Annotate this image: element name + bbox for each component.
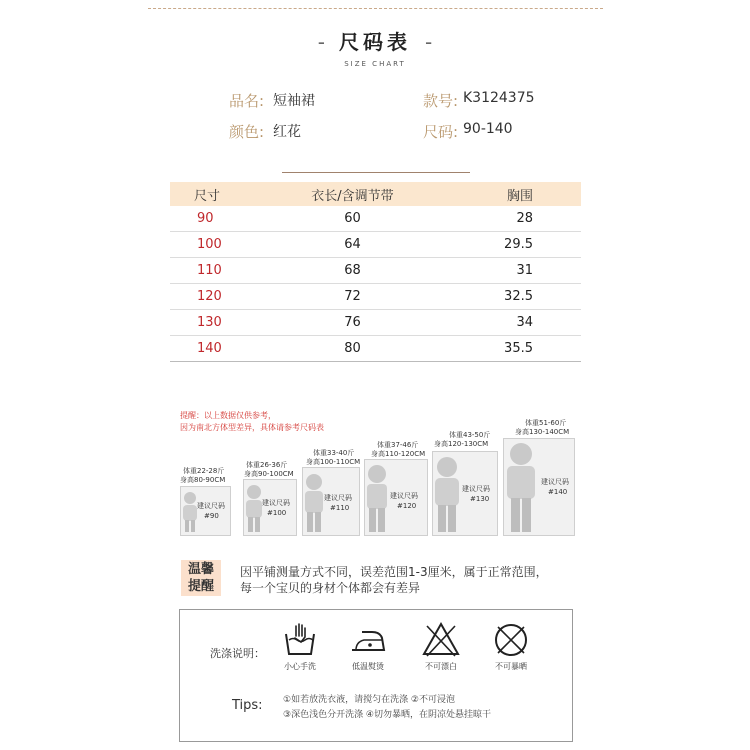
low-iron-icon [348, 620, 388, 660]
code-value: K3124375 [463, 90, 535, 106]
kid-100-weight: 体重26-36斤 [246, 461, 288, 469]
child-silhouette-icon [364, 463, 390, 534]
cell-length: 68 [344, 263, 361, 278]
cell-size: 110 [197, 263, 222, 278]
kid-90-suggest: 建议尺码 [197, 502, 225, 510]
care-label: 洗涤说明： [210, 647, 265, 660]
cell-length: 80 [344, 341, 361, 356]
kid-90-height: 身高80-90CM [180, 476, 226, 484]
cell-chest: 31 [516, 263, 533, 278]
cell-length: 72 [344, 289, 361, 304]
table-row [170, 206, 581, 232]
child-silhouette-icon [302, 472, 326, 534]
table-row [170, 258, 581, 284]
kid-110-suggest: 建议尺码 [324, 494, 352, 502]
kid-130-height: 身高120-130CM [434, 440, 489, 448]
reminder-line-1: 提醒：以上数据仅供参考， [180, 411, 276, 420]
kid-130-weight: 体重43-50斤 [449, 431, 491, 439]
page-subtitle: SIZE CHART [344, 60, 406, 68]
cell-chest: 29.5 [504, 237, 533, 252]
table-header [170, 182, 581, 206]
child-silhouette-icon [243, 483, 265, 534]
table-row [170, 310, 581, 336]
cell-size: 130 [197, 315, 222, 330]
care-caption-3: 不可漂白 [425, 662, 457, 671]
care-caption-2: 低温熨烫 [352, 662, 384, 671]
kid-120-height: 身高110-120CM [371, 450, 426, 458]
size-table [170, 182, 581, 362]
page-title [0, 26, 750, 55]
cell-size: 120 [197, 289, 222, 304]
kid-130-size: #130 [470, 495, 490, 503]
child-silhouette-icon [504, 441, 538, 534]
color-value: 红花 [273, 124, 301, 140]
cell-size: 100 [197, 237, 222, 252]
kid-110-size: #110 [330, 504, 350, 512]
kid-110-weight: 体重33-40斤 [313, 449, 355, 457]
warm-text-line-1: 因平铺测量方式不同，误差范围1-3厘米，属于正常范围， [240, 565, 548, 579]
info-divider [282, 172, 470, 173]
reminder-line-2: 因为南北方体型差异，具体请参考尺码表 [180, 423, 324, 432]
kid-110-height: 身高100-110CM [306, 458, 361, 466]
kid-90-size: #90 [204, 512, 219, 520]
title-dash-right: - [425, 30, 433, 54]
kid-130-suggest: 建议尺码 [462, 485, 490, 493]
kid-100-size: #100 [267, 509, 287, 517]
no-bleach-icon [421, 620, 461, 660]
kid-100-height: 身高90-100CM [244, 470, 294, 478]
tips-label: Tips: [232, 698, 263, 713]
name-label: 品名: [229, 92, 265, 110]
kid-140-suggest: 建议尺码 [541, 478, 569, 486]
table-row [170, 284, 581, 310]
table-row [170, 232, 581, 258]
title-dash-left: - [317, 30, 325, 54]
kid-120-size: #120 [397, 502, 417, 510]
kid-100-suggest: 建议尺码 [262, 499, 290, 507]
child-silhouette-icon [432, 455, 462, 534]
cell-chest: 32.5 [504, 289, 533, 304]
kid-120-weight: 体重37-46斤 [377, 441, 419, 449]
child-silhouette-icon [180, 490, 200, 534]
name-value: 短袖裙 [273, 93, 315, 109]
cell-length: 76 [344, 315, 361, 330]
cell-length: 60 [344, 211, 361, 226]
kid-140-size: #140 [548, 488, 568, 496]
header-length: 衣长/含调节带 [311, 188, 394, 204]
kid-140-weight: 体重51-60斤 [525, 419, 567, 427]
table-row [170, 336, 581, 362]
tips-line-2: ③深色浅色分开洗涤 ④切勿暴晒，在阴凉处悬挂晾干 [283, 710, 491, 720]
cell-chest: 35.5 [504, 341, 533, 356]
care-caption-1: 小心手洗 [284, 662, 316, 671]
top-dashed-rule [148, 8, 603, 9]
no-tumble-dry-icon [491, 620, 531, 660]
size-label: 尺码: [423, 123, 459, 141]
cell-size: 90 [197, 211, 214, 226]
warm-text-line-2: 每一个宝贝的身材个体都会有差异 [240, 581, 421, 595]
kid-140-height: 身高130-140CM [515, 428, 570, 436]
color-label: 颜色: [229, 123, 265, 141]
cell-chest: 28 [516, 211, 533, 226]
warm-reminder-badge [181, 560, 221, 596]
kid-90-weight: 体重22-28斤 [183, 467, 225, 475]
care-caption-4: 不可暴晒 [495, 662, 527, 671]
cell-size: 140 [197, 341, 222, 356]
code-label: 款号: [423, 92, 459, 110]
cell-chest: 34 [516, 315, 533, 330]
warm-label-top: 温馨 [187, 562, 214, 577]
size-value: 90-140 [463, 121, 513, 137]
title-text: 尺码表 [339, 30, 411, 54]
kid-120-suggest: 建议尺码 [390, 492, 418, 500]
header-size: 尺寸 [194, 188, 221, 204]
warm-label-bottom: 提醒 [187, 579, 214, 594]
header-chest: 胸围 [506, 188, 533, 204]
hand-wash-icon [280, 620, 320, 660]
tips-line-1: ①如若放洗衣液，请搅匀在洗涤 ②不可浸泡 [283, 695, 455, 705]
cell-length: 64 [344, 237, 361, 252]
